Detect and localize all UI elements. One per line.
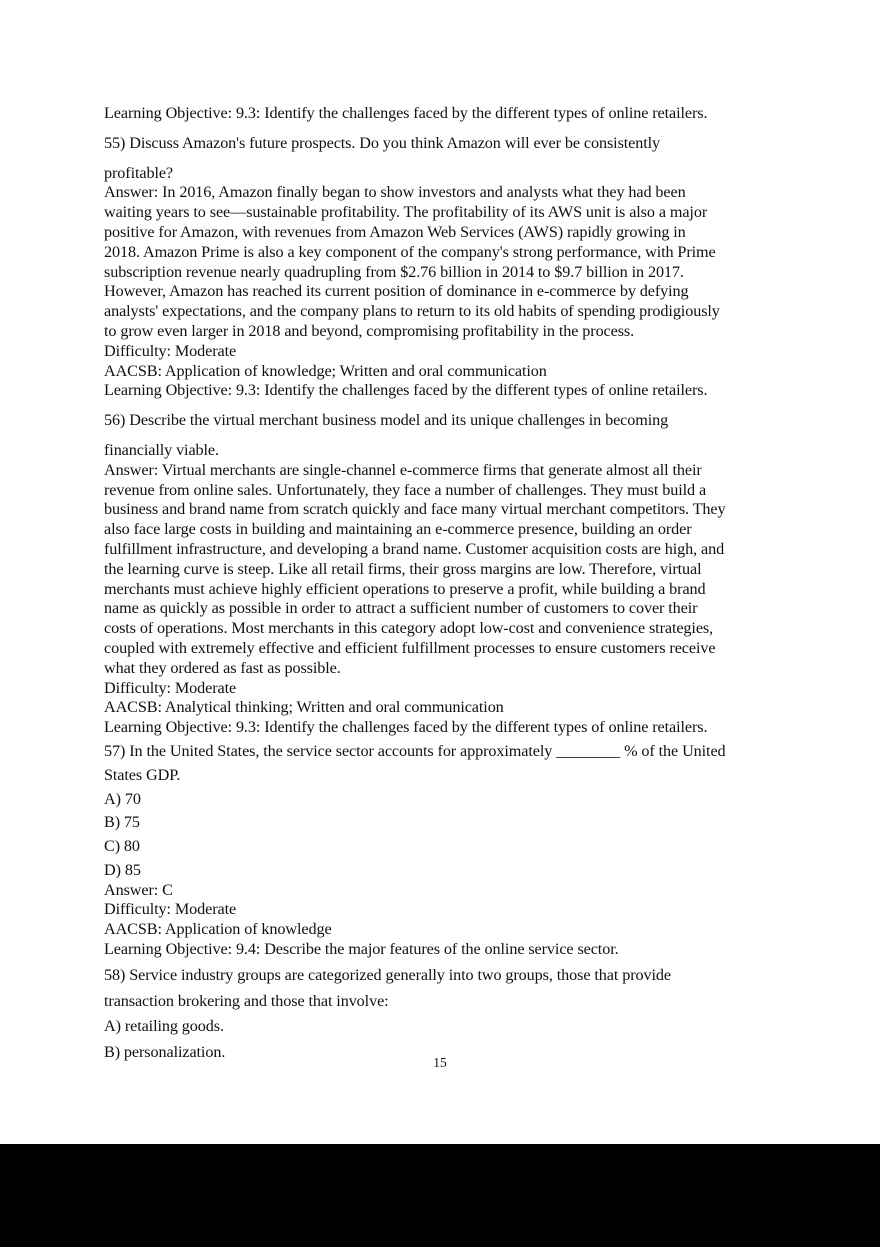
answer-line: Answer: In 2016, Amazon finally began to show investors and analysts what they had been [104,183,686,202]
aacsb: AACSB: Application of knowledge [104,920,332,939]
difficulty: Difficulty: Moderate [104,900,237,919]
answer-line: name as quickly as possible in order to attract a sufficient number of customers to cover their [104,599,698,618]
question-text-cont: States GDP. [104,765,181,784]
option-b: B) 75 [104,813,140,832]
answer: Answer: C [104,880,173,899]
answer-line: coupled with extremely effective and efficient fulfillment processes to ensure customers receive [104,638,716,657]
option-b: B) personalization. [104,1043,226,1062]
answer-line: to grow even larger in 2018 and beyond, compromising profitability in the process. [104,321,635,340]
answer-line: revenue from online sales. Unfortunately, they face a number of challenges. They must build a [104,480,707,499]
page-content [104,104,784,1063]
question-text-cont: financially viable. [104,440,219,459]
answer-line: merchants must achieve highly efficient operations to preserve a profit, while building a brand [104,579,706,598]
question-text: 57) In the United States, the service sector accounts for approximately ________ % of the United [104,741,726,760]
option-a: A) 70 [104,789,141,808]
question-56 [104,411,784,738]
answer-text [104,461,784,679]
difficulty: Difficulty: Moderate [104,678,237,697]
answer-line: also face large costs in building and maintaining an e-commerce presence, building an order [104,520,692,539]
answer-line: analysts' expectations, and the company plans to return to its old habits of spending prodigiously [104,302,720,321]
answer-line: what they ordered as fast as possible. [104,658,341,677]
question-text: 56) Describe the virtual merchant business model and its unique challenges in becoming [104,411,669,430]
option-d: D) 85 [104,860,141,879]
answer-text [104,183,784,341]
aacsb: AACSB: Application of knowledge; Written and oral communication [104,361,547,380]
answer-line: waiting years to see—sustainable profitability. The profitability of its AWS unit is also a major [104,203,708,222]
answer-line: However, Amazon has reached its current position of dominance in e-commerce by defying [104,282,689,301]
answer-line: the learning curve is steep. Like all retail firms, their gross margins are low. Therefore, virtual [104,559,702,578]
question-text: 55) Discuss Amazon's future prospects. Do you think Amazon will ever be consistently [104,133,661,152]
learning-objective: Learning Objective: 9.4: Describe the major features of the online service sector. [104,940,619,959]
question-text-cont: profitable? [104,163,174,182]
learning-objective: Learning Objective: 9.3: Identify the challenges faced by the different types of online retailers. [104,381,708,400]
answer-line: fulfillment infrastructure, and developing a brand name. Customer acquisition costs are high, and [104,539,725,558]
option-c: C) 80 [104,837,140,856]
answer-line: business and brand name from scratch quickly and face many virtual merchant competitors. They [104,500,726,519]
option-a: A) retailing goods. [104,1017,224,1036]
learning-objective: Learning Objective: 9.3: Identify the challenges faced by the different types of online retailers. [104,104,708,122]
question-text-cont: transaction brokering and those that involve: [104,991,389,1010]
question-text: 58) Service industry groups are categorized generally into two groups, those that provide [104,965,671,984]
question-58 [104,966,784,1063]
learning-objective: Learning Objective: 9.3: Identify the challenges faced by the different types of online retailers. [104,718,708,737]
aacsb: AACSB: Analytical thinking; Written and oral communication [104,698,504,717]
difficulty: Difficulty: Moderate [104,341,237,360]
question-57 [104,742,784,960]
page-number: 15 [433,1055,447,1070]
question-55 [104,134,784,401]
answer-line: 2018. Amazon Prime is also a key component of the company's strong performance, with Prime [104,242,716,261]
answer-line: positive for Amazon, with revenues from Amazon Web Services (AWS) rapidly growing in [104,222,686,241]
answer-line: Answer: Virtual merchants are single-channel e-commerce firms that generate almost all their [104,460,702,479]
answer-line: costs of operations. Most merchants in this category adopt low-cost and convenience strategies, [104,619,714,638]
answer-line: subscription revenue nearly quadrupling from $2.76 billion in 2014 to $9.7 billion in 2017. [104,262,684,281]
